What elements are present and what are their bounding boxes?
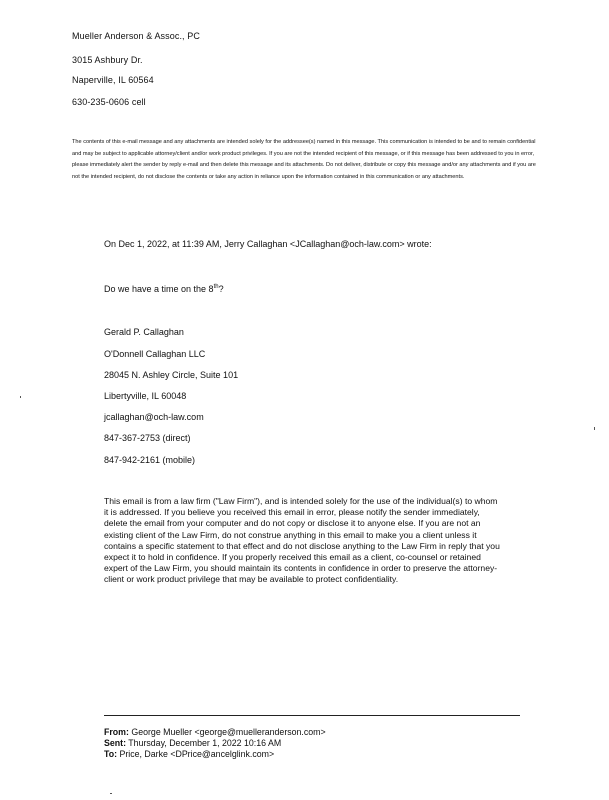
quoted-header: On Dec 1, 2022, at 11:39 AM, Jerry Callaghan <JCallaghan@och-law.com> wrote: — [104, 239, 432, 249]
question-superscript: th — [213, 284, 219, 290]
scan-speck — [594, 427, 595, 430]
signature-city: Naperville, IL 60564 — [72, 75, 154, 85]
disclaimer-text: This email is from a law firm ("Law Firm"), and is intended solely for the use of the individual(s) to whom it is addressed. If you believe you received this email in error, please notify the sender immediately, delete the email from your computer and do not copy or disclose it to anyone else. If you are not an existing client of the Law Firm, do not construe anything in this email to make you a client unless it contains a specific statement to that effect and do not disclose anything to the Law Firm in reply that you expect it to hold in confidence. If you properly received this email as a client, co-counsel or retained expert of the Law Firm, you should maintain its contents in confidence in order to preserve the attorney-client or work product privilege that may be available to protect confidentiality. — [104, 496, 500, 585]
sender-street: 28045 N. Ashley Circle, Suite 101 — [104, 370, 239, 380]
signature-firm: Mueller Anderson & Assoc., PC — [72, 31, 200, 41]
forward-header — [104, 727, 326, 760]
from-label: From: — [104, 727, 129, 737]
confidentiality-notice — [72, 137, 542, 183]
question-text: Do we have a time on the 8 — [104, 284, 214, 294]
sender-email: jcallaghan@och-law.com — [104, 412, 204, 422]
sender-firm: O'Donnell Callaghan LLC — [104, 349, 206, 359]
sent-label: Sent: — [104, 738, 126, 748]
confidentiality-text: The contents of this e-mail message and any attachments are intended solely for the addressee(s) named in this message. This communication is intended to be and to remain confidential and may be subject to applicable attorney/client and/or work product privileges. If you are not the intended recipient of this message, or if this message has been addressed to you in error, please immediately alert the sender by reply e-mail and then delete this message and its attachments. Do not deliver, distribute or copy this message and/or any attachments and if you are not the intended recipient, do not disclose the contents or take any action in reliance upon the information contained in this communication or any attachments. — [72, 139, 536, 180]
sender-city: Libertyville, IL 60048 — [104, 391, 187, 401]
quoted-question — [104, 284, 224, 294]
sent-row — [104, 738, 326, 749]
sender-name: Gerald P. Callaghan — [104, 327, 184, 337]
sent-value: Thursday, December 1, 2022 10:16 AM — [128, 738, 282, 748]
question-mark: ? — [218, 284, 224, 294]
scan-speck — [110, 793, 112, 794]
scan-speck — [20, 396, 21, 398]
from-value: George Mueller <george@muelleranderson.com> — [131, 727, 326, 737]
sender-direct-phone: 847-367-2753 (direct) — [104, 433, 191, 443]
from-row — [104, 727, 326, 738]
to-label: To: — [104, 749, 118, 759]
to-value: Price, Darke <DPrice@ancelglink.com> — [119, 749, 275, 759]
to-row — [104, 749, 326, 760]
signature-street: 3015 Ashbury Dr. — [72, 55, 143, 65]
sender-mobile-phone: 847-942-2161 (mobile) — [104, 455, 196, 465]
law-firm-disclaimer — [104, 496, 504, 586]
signature-phone: 630-235-0606 cell — [72, 97, 146, 107]
separator-line — [104, 715, 520, 716]
